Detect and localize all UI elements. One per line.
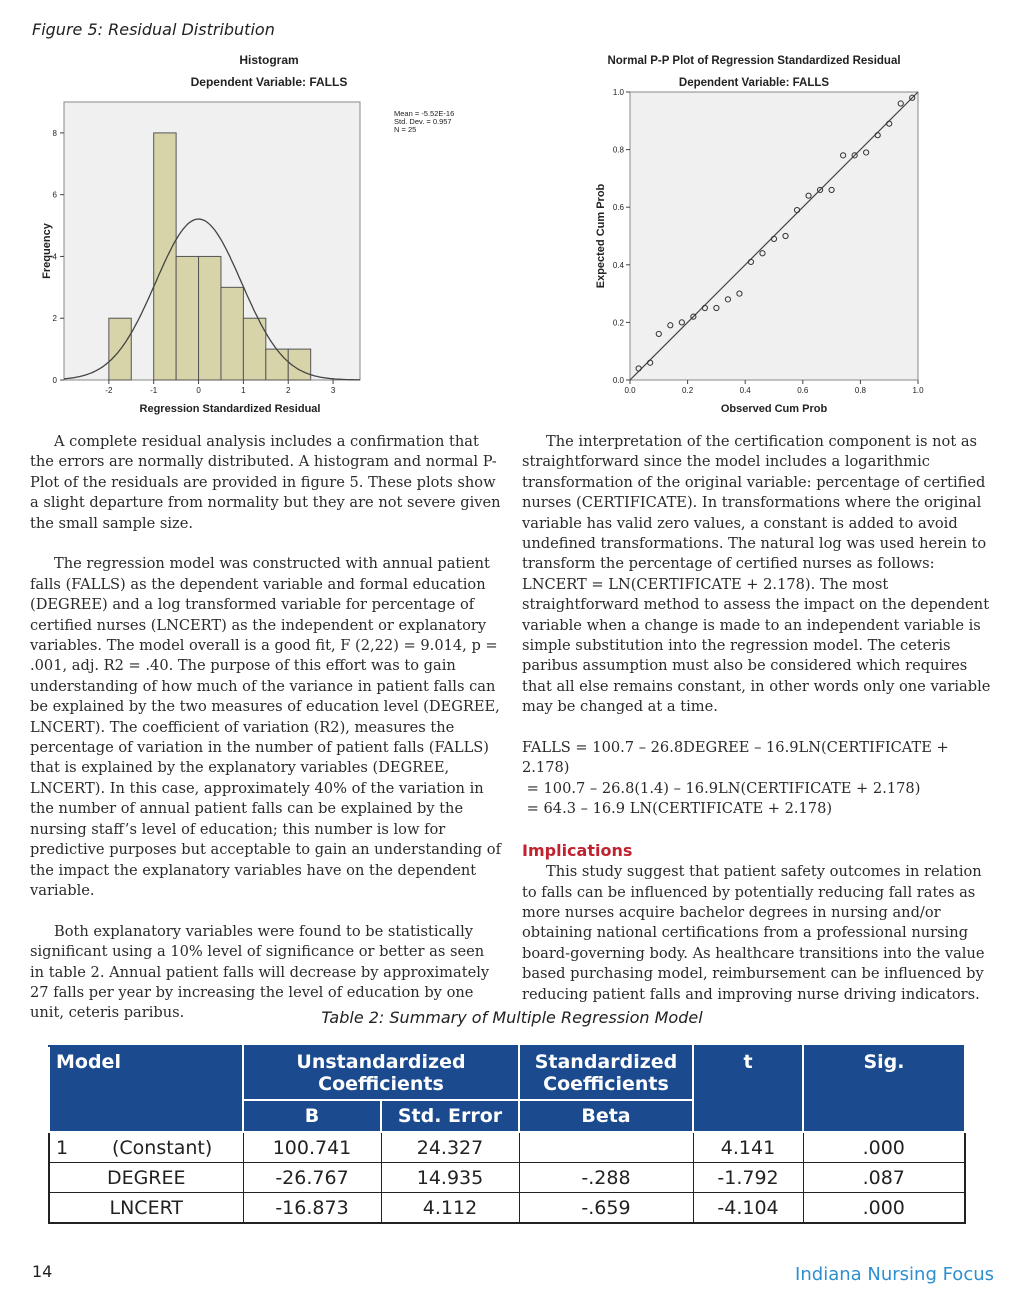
table-row bbox=[49, 1193, 965, 1224]
model-name: DEGREE bbox=[106, 1166, 186, 1189]
histogram-x-tick-label: -1 bbox=[150, 386, 158, 395]
model-name: LNCERT bbox=[109, 1196, 183, 1219]
header-sig: Sig. bbox=[803, 1046, 965, 1132]
pp-x-tick-label: 1.0 bbox=[912, 386, 924, 395]
pp-plot-ylabel: Expected Cum Prob bbox=[595, 183, 607, 289]
histogram-bar bbox=[221, 287, 243, 380]
t-cell: 4.141 bbox=[693, 1132, 803, 1163]
histogram-x-tick-label: 2 bbox=[286, 386, 291, 395]
figure-caption: Figure 5: Residual Distribution bbox=[32, 20, 275, 39]
histogram-x-tick-label: 3 bbox=[330, 386, 336, 395]
histogram-y-tick-label: 6 bbox=[52, 190, 57, 200]
left-paragraph-1: A complete residual analysis includes a confirmation that the errors are normally distributed. A histogram and normal P-Plot of the residuals are provided in figure 5. These plots show a slight departure from normality but they are not severe given the small sample size. bbox=[30, 433, 501, 532]
equation-line-1: FALLS = 100.7 – 26.8DEGREE – 16.9LN(CERTIFICATE + 2.178) bbox=[522, 739, 949, 777]
histogram-x-tick-label: 0 bbox=[196, 386, 201, 395]
header-standardized: Standardized Coefficients bbox=[519, 1046, 693, 1100]
histogram-chart bbox=[34, 46, 455, 422]
histogram-title: Histogram bbox=[239, 53, 299, 67]
pp-plot-chart bbox=[590, 46, 930, 422]
equation-line-3: = 64.3 – 16.9 LN(CERTIFICATE + 2.178) bbox=[522, 800, 833, 818]
b-cell: 100.741 bbox=[243, 1132, 381, 1163]
b-cell: -26.767 bbox=[243, 1163, 381, 1193]
pp-y-tick-label: 0.2 bbox=[612, 318, 624, 328]
left-paragraph-3: Both explanatory variables were found to be statistically significant using a 10% level of significance or better as seen in table 2. Annual patient falls will decrease by approximately 27 falls per year by increasing the level of education by one unit, ceteris paribus. bbox=[30, 922, 490, 1022]
journal-name: Indiana Nursing Focus bbox=[795, 1264, 994, 1285]
table-caption: Table 2: Summary of Multiple Regression Model bbox=[321, 1008, 703, 1027]
right-column bbox=[522, 432, 994, 1025]
page-number: 14 bbox=[32, 1262, 53, 1281]
header-model: Model bbox=[49, 1046, 243, 1132]
model-cell bbox=[49, 1193, 243, 1224]
se-cell: 14.935 bbox=[381, 1163, 519, 1193]
pp-x-tick-label: 0.8 bbox=[854, 386, 866, 395]
regression-table bbox=[48, 1045, 966, 1224]
header-t: t bbox=[693, 1046, 803, 1132]
left-column bbox=[30, 432, 502, 1044]
histogram-stat-std: Std. Dev. = 0.957 bbox=[394, 117, 452, 126]
histogram-bar bbox=[154, 133, 176, 380]
pp-plot-subtitle: Dependent Variable: FALLS bbox=[678, 77, 830, 89]
sig-cell: .087 bbox=[803, 1163, 965, 1193]
model-cell bbox=[49, 1132, 243, 1163]
sig-cell: .000 bbox=[803, 1193, 965, 1224]
right-paragraph-2: This study suggest that patient safety outcomes in relation to falls can be influenced by potentially reducing fall rates as more nurses acquire bachelor degrees in nursing and/or obtaining national certifications from a professional nursing board-governing body. As healthcare transitions into the value based purchasing model, reimbursement can be influenced by reducing patient falls and improving nurse driving indicators. bbox=[522, 863, 985, 1003]
se-cell: 24.327 bbox=[381, 1132, 519, 1163]
table-row bbox=[49, 1163, 965, 1193]
histogram-svg bbox=[34, 46, 455, 422]
histogram-y-tick-label: 4 bbox=[52, 252, 57, 262]
t-cell: -4.104 bbox=[693, 1193, 803, 1224]
header-b: B bbox=[243, 1100, 381, 1132]
histogram-stat-n: N = 25 bbox=[394, 125, 417, 134]
pp-x-tick-label: 0.4 bbox=[739, 386, 751, 395]
histogram-bar bbox=[199, 256, 221, 380]
histogram-stat-mean: Mean = -5.52E-16 bbox=[394, 109, 455, 118]
histogram-subtitle: Dependent Variable: FALLS bbox=[190, 75, 348, 89]
beta-cell: -.659 bbox=[519, 1193, 693, 1224]
model-number: 1 bbox=[56, 1136, 69, 1159]
model-name: (Constant) bbox=[112, 1136, 213, 1159]
pp-x-tick-label: 0.6 bbox=[797, 386, 809, 395]
histogram-x-tick-label: 1 bbox=[241, 386, 246, 395]
pp-y-tick-label: 0.0 bbox=[612, 376, 624, 385]
header-std-error: Std. Error bbox=[381, 1100, 519, 1132]
pp-y-tick-label: 0.8 bbox=[612, 145, 624, 155]
equation-line-2: = 100.7 – 26.8(1.4) – 16.9LN(CERTIFICATE + 2.178) bbox=[522, 779, 921, 797]
b-cell: -16.873 bbox=[243, 1193, 381, 1224]
header-beta: Beta bbox=[519, 1100, 693, 1132]
model-cell bbox=[49, 1163, 243, 1193]
pp-plot-title: Normal P-P Plot of Regression Standardized Residual bbox=[607, 55, 901, 67]
pp-y-tick-label: 0.6 bbox=[612, 203, 624, 213]
left-paragraph-2: The regression model was constructed with annual patient falls (FALLS) as the dependent variable and formal education (DEGREE) and a log transformed variable for percentage of certified nurses (LNCERT) as the independent or explanatory variables. The model overall is a good fit, F (2,22) = 9.014, p = .001, adj. R2 = .40. The purpose of this effort was to gain understanding of how much of the variance in patient falls can be explained by the two measures of education level (DEGREE, LNCERT). The coefficient of variation (R2), measures the percentage of variation in the number of patient falls (FALLS) that is explained by the explanatory variables (DEGREE, LNCERT). In this case, approximately 40% of the variation in the number of annual patient falls can be explained by the nursing staff’s level of education; this number is low for predictive purposes but acceptable to gain an understanding of the impact the explanatory variables have on the dependent variable. bbox=[30, 555, 501, 899]
header-unstandardized: Unstandardized Coefficients bbox=[243, 1046, 519, 1100]
histogram-y-tick-label: 8 bbox=[52, 128, 57, 138]
t-cell: -1.792 bbox=[693, 1163, 803, 1193]
pp-y-tick-label: 1.0 bbox=[612, 88, 624, 97]
histogram-xlabel: Regression Standardized Residual bbox=[139, 403, 321, 415]
pp-y-tick-label: 0.4 bbox=[612, 260, 624, 270]
beta-cell bbox=[519, 1132, 693, 1163]
right-paragraph-1: The interpretation of the certification component is not as straightforward since the model includes a logarithmic transformation of the original variable: percentage of certified nurses (CERTIFICATE). In transformations where the original variable has valid zero values, a constant is added to avoid undefined transformations. The natural log was used herein to transform the percentage of certified nurses as follows: LNCERT = LN(CERTIFICATE + 2.178). The most straightforward method to assess the impact on the dependent variable when a change is made to an independent variable is simple substitution into the regression model. The ceteris paribus assumption must also be considered which requires that all else remains constant, in other words only one variable may be changed at a time. bbox=[522, 433, 991, 716]
histogram-y-tick-label: 0 bbox=[52, 376, 57, 385]
histogram-bar bbox=[266, 349, 288, 380]
implications-heading: Implications bbox=[522, 841, 633, 861]
histogram-y-tick-label: 2 bbox=[52, 314, 57, 324]
se-cell: 4.112 bbox=[381, 1193, 519, 1224]
pp-x-tick-label: 0.2 bbox=[682, 386, 694, 395]
histogram-ylabel: Frequency bbox=[41, 223, 53, 279]
histogram-x-tick-label: -2 bbox=[105, 386, 113, 395]
pp-x-tick-label: 0.0 bbox=[624, 386, 636, 395]
sig-cell: .000 bbox=[803, 1132, 965, 1163]
pp-plot-xlabel: Observed Cum Prob bbox=[720, 403, 828, 415]
pp-plot-svg bbox=[590, 46, 930, 422]
beta-cell: -.288 bbox=[519, 1163, 693, 1193]
table-row bbox=[49, 1132, 965, 1163]
histogram-bar bbox=[176, 256, 198, 380]
